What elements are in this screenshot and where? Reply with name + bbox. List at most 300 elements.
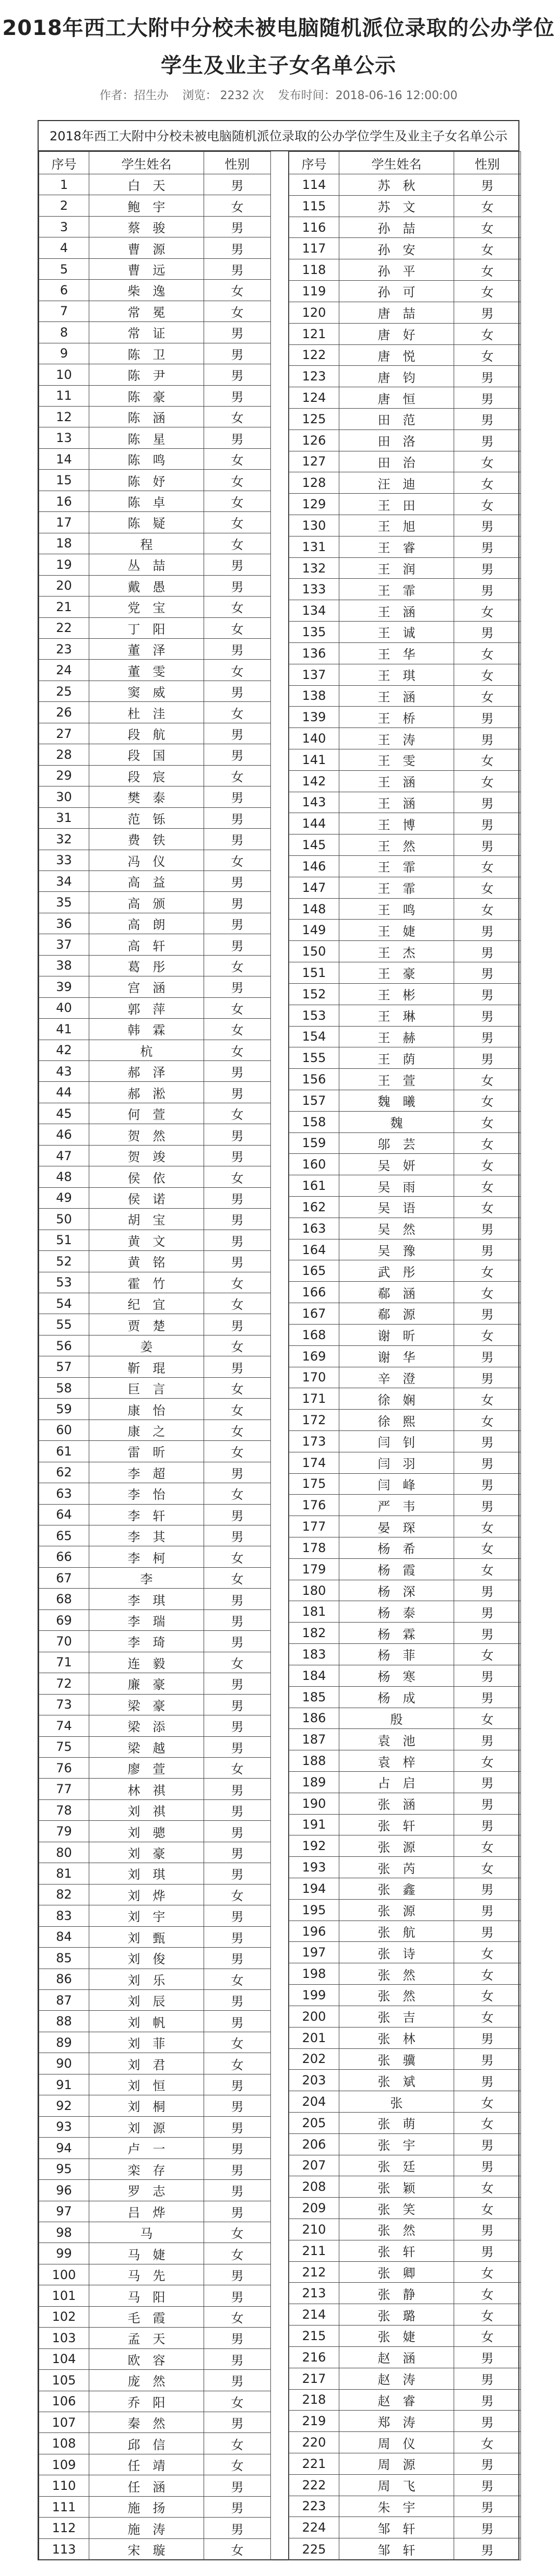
row-number: 153 [289,1005,339,1026]
student-gender: 女 [454,344,521,366]
student-name: 唐 悦 [339,344,454,366]
row-number: 115 [289,195,339,217]
row-number: 84 [39,1926,89,1947]
student-name: 陈 卫 [89,343,204,364]
student-name: 刘 豪 [89,1842,204,1863]
row-number: 146 [289,856,339,877]
row-number: 62 [39,1462,89,1483]
student-gender: 男 [454,813,521,834]
table-row [289,792,521,813]
student-gender: 男 [454,1580,521,1601]
table-row [39,237,271,258]
table-row [39,2496,271,2517]
row-number: 198 [289,1963,339,1985]
student-name: 张 涵 [339,1793,454,1814]
table-row [289,472,521,494]
row-number: 200 [289,2006,339,2027]
row-number: 91 [39,2074,89,2095]
table-row [39,807,271,828]
row-number: 180 [289,1580,339,1601]
student-name: 马 先 [89,2264,204,2285]
student-name: 王 荫 [339,1047,454,1069]
row-number: 117 [289,238,339,259]
row-number: 155 [289,1047,339,1069]
table-row [39,638,271,659]
student-name: 李 [89,1567,204,1588]
row-number: 173 [289,1430,339,1452]
student-gender: 女 [204,1335,271,1356]
table-row [289,366,521,387]
row-number: 69 [39,1609,89,1630]
table-row [289,387,521,409]
student-name: 张 斌 [339,2070,454,2091]
student-name: 王 霏 [339,856,454,877]
student-gender: 男 [204,1863,271,1884]
table-row [39,406,271,427]
student-name: 林 祺 [89,1779,204,1799]
table-row [39,1546,271,1567]
row-number: 55 [39,1314,89,1335]
student-gender: 男 [204,1314,271,1335]
student-gender: 女 [204,1272,271,1293]
table-row [289,281,521,302]
student-gender: 女 [454,1197,521,1218]
row-number: 77 [39,1779,89,1799]
table-row [289,1537,521,1559]
row-number: 151 [289,962,339,984]
student-name: 吴 雨 [339,1175,454,1197]
student-gender: 女 [204,1546,271,1567]
row-number: 164 [289,1239,339,1260]
student-gender: 男 [204,1145,271,1166]
row-number: 83 [39,1905,89,1926]
student-gender: 男 [204,744,271,765]
table-row [289,1026,521,1047]
table-row [39,913,271,934]
table-row [289,600,521,622]
table-row [39,829,271,850]
row-number: 51 [39,1230,89,1250]
row-number: 157 [289,1090,339,1111]
table-row [289,1750,521,1772]
student-name: 张 卿 [339,2261,454,2283]
row-number: 208 [289,2176,339,2198]
student-name: 闫 钊 [339,1430,454,1452]
table-row [39,597,271,617]
student-name: 靳 琨 [89,1356,204,1377]
row-number: 72 [39,1673,89,1694]
row-number: 159 [289,1132,339,1154]
table-row [289,195,521,217]
row-number: 156 [289,1069,339,1090]
table-row [289,2133,521,2155]
row-number: 114 [289,174,339,196]
student-gender: 男 [454,1473,521,1495]
student-name: 殷 [339,1708,454,1729]
table-row [289,1729,521,1750]
row-number: 189 [289,1771,339,1793]
table-row [39,2285,271,2306]
table-row [289,344,521,366]
table-row [289,941,521,962]
student-gender: 女 [204,1166,271,1187]
row-number: 102 [39,2306,89,2327]
student-name: 张 颖 [339,2176,454,2198]
table-row [39,850,271,870]
student-name: 张 廷 [339,2155,454,2176]
table-row [289,1218,521,1239]
row-number: 22 [39,617,89,638]
student-name: 马 阳 [89,2285,204,2306]
table-row [39,1694,271,1715]
student-name: 袁 池 [339,1729,454,1750]
page-title: 2018年西工大附中分校未被电脑随机派位录取的公办学位学生及业主子女名单公示 [2,16,555,78]
row-number: 225 [289,2538,339,2560]
row-number: 121 [289,323,339,344]
table-row [39,512,271,533]
row-number: 178 [289,1537,339,1559]
student-name: 侯 依 [89,1166,204,1187]
student-gender: 男 [204,786,271,807]
table-row [39,2518,271,2538]
row-number: 209 [289,2198,339,2219]
header-gender: 性别 [204,152,271,174]
row-number: 73 [39,1694,89,1715]
row-number: 158 [289,1111,339,1132]
student-name: 陈 妤 [89,470,204,491]
row-number: 16 [39,491,89,511]
student-name: 张 然 [339,1985,454,2006]
student-gender: 女 [204,1103,271,1124]
student-gender: 男 [454,1899,521,1921]
student-gender: 男 [204,364,271,385]
student-gender: 女 [454,1835,521,1857]
student-name: 欧 容 [89,2348,204,2369]
row-number: 6 [39,280,89,301]
student-name: 刘 乐 [89,1969,204,1989]
row-number: 193 [289,1857,339,1878]
row-number: 67 [39,1567,89,1588]
student-name: 郑 涛 [339,2411,454,2432]
student-name: 王 琪 [339,664,454,685]
row-number: 175 [289,1473,339,1495]
table-row [39,1187,271,1208]
table-row [289,2027,521,2048]
row-number: 99 [39,2243,89,2264]
student-gender: 女 [454,1750,521,1772]
row-number: 57 [39,1356,89,1377]
student-gender: 男 [454,2538,521,2560]
student-name: 王 田 [339,494,454,515]
student-name: 姜 [89,1335,204,1356]
table-row [39,1145,271,1166]
row-number: 143 [289,792,339,813]
student-name: 董 泽 [89,638,204,659]
table-row [289,2453,521,2474]
student-name: 柴 逸 [89,280,204,301]
table-row [289,1516,521,1537]
student-name: 刘 琪 [89,1863,204,1884]
student-gender: 女 [204,512,271,533]
table-row [39,1251,271,1272]
student-gender: 男 [454,2048,521,2070]
student-name: 张 鑫 [339,1878,454,1900]
student-gender: 男 [204,258,271,279]
student-name: 张 芮 [339,1857,454,1878]
student-gender: 女 [454,1857,521,1878]
row-number: 47 [39,1145,89,1166]
student-gender: 男 [454,387,521,409]
student-gender: 女 [454,1324,521,1345]
student-gender: 男 [204,1462,271,1483]
row-number: 56 [39,1335,89,1356]
student-gender: 男 [454,1047,521,1069]
student-name: 李 柯 [89,1546,204,1567]
student-name: 梁 越 [89,1736,204,1757]
student-gender: 男 [204,870,271,891]
student-name: 唐 好 [339,323,454,344]
table-row [289,1069,521,1090]
student-gender: 男 [454,834,521,856]
table-row [289,1047,521,1069]
student-gender: 女 [204,448,271,469]
table-row [39,258,271,279]
row-number: 139 [289,707,339,728]
row-number: 218 [289,2389,339,2411]
student-gender: 女 [204,617,271,638]
table-row [39,1166,271,1187]
table-row [289,515,521,536]
student-name: 施 扬 [89,2496,204,2517]
row-number: 120 [289,302,339,323]
student-gender: 男 [204,2116,271,2137]
row-number: 100 [39,2264,89,2285]
student-name: 廉 豪 [89,1673,204,1694]
row-number: 70 [39,1631,89,1652]
student-gender: 男 [204,2138,271,2158]
student-gender: 女 [204,1567,271,1588]
table-row [289,728,521,749]
student-gender: 女 [454,259,521,281]
table-row [39,1082,271,1103]
table-row [289,770,521,792]
row-number: 32 [39,829,89,850]
row-number: 110 [39,2475,89,2496]
row-number: 127 [289,451,339,472]
student-gender: 女 [204,997,271,1018]
student-gender: 男 [454,1665,521,1686]
table-row [39,1040,271,1060]
table-row [289,2496,521,2517]
row-number: 190 [289,1793,339,1814]
student-gender: 男 [454,1495,521,1516]
student-gender: 男 [204,174,271,195]
student-gender: 男 [204,1948,271,1969]
table-row [39,2011,271,2032]
table-row [289,2538,521,2560]
student-gender: 男 [204,807,271,828]
table-row [39,322,271,343]
row-number: 205 [289,2112,339,2133]
row-number: 92 [39,2095,89,2116]
student-name: 谢 昕 [339,1324,454,1345]
row-number: 33 [39,850,89,870]
student-name: 康 怡 [89,1399,204,1420]
table-row [39,2180,271,2201]
row-number: 184 [289,1665,339,1686]
table-row [39,660,271,681]
name-list-document [38,120,519,2560]
row-number: 105 [39,2370,89,2391]
table-row [39,870,271,891]
student-gender: 女 [454,2006,521,2027]
row-number: 177 [289,1516,339,1537]
row-number: 166 [289,1282,339,1303]
row-number: 17 [39,512,89,533]
table-row [39,2348,271,2369]
student-name: 贺 竣 [89,1145,204,1166]
row-number: 163 [289,1218,339,1239]
student-gender: 男 [204,681,271,701]
student-gender: 女 [204,1441,271,1462]
table-row [289,962,521,984]
student-gender: 男 [204,2370,271,2391]
student-gender: 男 [454,962,521,984]
table-row [289,749,521,770]
table-row [39,1019,271,1040]
table-row [289,1814,521,1835]
student-name: 张 轩 [339,1814,454,1835]
row-number: 36 [39,913,89,934]
row-number: 174 [289,1452,339,1473]
row-number: 125 [289,408,339,430]
student-name: 刘 源 [89,2116,204,2137]
table-row [39,2433,271,2454]
table-row [289,2091,521,2113]
student-name: 吴 豫 [339,1239,454,1260]
student-gender: 女 [204,1377,271,1398]
row-number: 61 [39,1441,89,1462]
row-number: 196 [289,1921,339,1942]
student-gender: 男 [204,1673,271,1694]
student-gender: 女 [454,1260,521,1282]
row-number: 136 [289,642,339,664]
student-name: 梁 添 [89,1715,204,1736]
table-row [289,1175,521,1197]
student-gender: 男 [204,1209,271,1230]
student-name: 王 涵 [339,600,454,622]
table-row [39,2475,271,2496]
student-gender: 男 [454,1771,521,1793]
row-number: 65 [39,1525,89,1546]
student-name: 陈 涵 [89,406,204,427]
student-name: 周 源 [339,2453,454,2474]
student-name: 马 [89,2222,204,2243]
row-number: 191 [289,1814,339,1835]
student-name: 曹 源 [89,237,204,258]
student-gender: 男 [454,1686,521,1708]
student-gender: 男 [204,913,271,934]
student-gender: 女 [204,1420,271,1440]
student-name: 王 睿 [339,536,454,557]
table-row [289,2411,521,2432]
student-name: 杨 泰 [339,1601,454,1623]
student-name: 孙 可 [339,281,454,302]
row-number: 119 [289,281,339,302]
row-number: 162 [289,1197,339,1218]
table-row [39,2264,271,2285]
table-row [289,685,521,707]
table-row [39,1609,271,1630]
student-gender: 女 [454,1537,521,1559]
student-name: 王 涛 [339,728,454,749]
row-number: 80 [39,1842,89,1863]
student-gender: 男 [204,2348,271,2369]
student-name: 严 韦 [339,1495,454,1516]
student-gender: 女 [204,470,271,491]
student-name: 常 冕 [89,301,204,321]
student-gender: 男 [204,322,271,343]
row-number: 43 [39,1061,89,1082]
student-gender: 男 [454,579,521,600]
row-number: 68 [39,1589,89,1609]
student-name: 卢 一 [89,2138,204,2158]
student-gender: 男 [204,1504,271,1525]
row-number: 203 [289,2070,339,2091]
student-gender: 男 [454,302,521,323]
student-gender: 女 [204,2222,271,2243]
table-row [39,1821,271,1842]
student-name: 刘 帆 [89,2011,204,2032]
student-name: 李 瑞 [89,1609,204,1630]
student-name: 高 益 [89,870,204,891]
table-row [39,2454,271,2475]
student-gender: 男 [454,1367,521,1388]
row-number: 194 [289,1878,339,1900]
student-name: 陈 星 [89,427,204,448]
table-row [39,1356,271,1377]
row-number: 15 [39,470,89,491]
student-name: 葛 彤 [89,955,204,976]
row-number: 211 [289,2240,339,2261]
student-name: 王 华 [339,642,454,664]
student-gender: 女 [204,2032,271,2053]
student-gender: 女 [454,1985,521,2006]
student-gender: 女 [204,1040,271,1060]
student-name: 郗 涵 [339,1282,454,1303]
row-number: 217 [289,2368,339,2389]
table-row [289,1623,521,1644]
student-gender: 女 [454,2198,521,2219]
row-number: 71 [39,1652,89,1673]
student-name: 闫 峰 [339,1473,454,1495]
student-gender: 女 [454,685,521,707]
table-row [39,1462,271,1483]
student-name: 张 [339,2091,454,2113]
student-gender: 男 [454,728,521,749]
row-number: 9 [39,343,89,364]
student-name: 党 宝 [89,597,204,617]
row-number: 168 [289,1324,339,1345]
table-row [39,765,271,786]
student-name: 秦 然 [89,2412,204,2433]
table-row [289,2176,521,2198]
student-name: 张 璐 [339,2304,454,2325]
student-gender: 男 [454,1814,521,1835]
table-row [289,1473,521,1495]
table-row [39,385,271,406]
student-name: 董 雯 [89,660,204,681]
